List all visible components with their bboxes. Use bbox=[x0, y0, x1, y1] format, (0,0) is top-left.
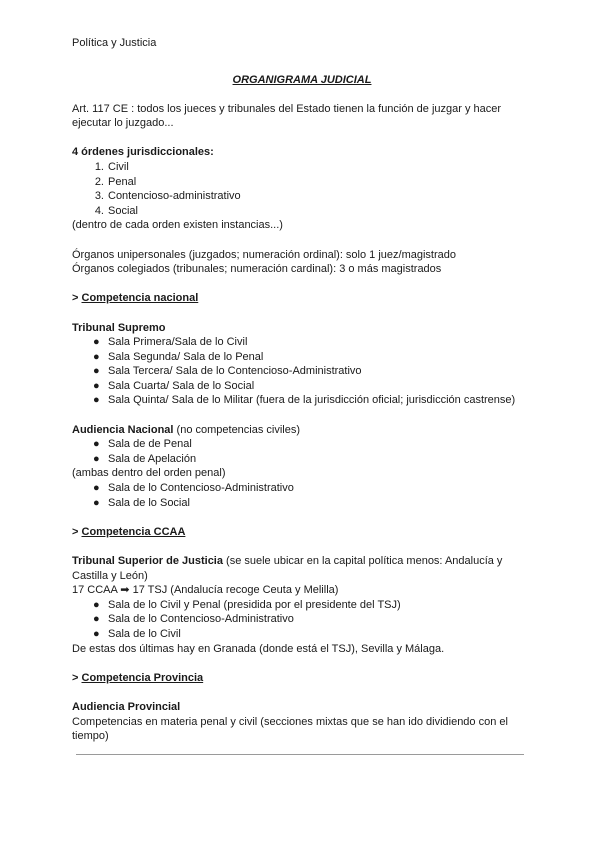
organos-colegiados: Órganos colegiados (tribunales; numeración cardinal): 3 o más magistrados bbox=[72, 263, 442, 276]
section-heading-nacional: > Competencia nacional bbox=[72, 292, 199, 305]
organos-unipersonales: Órganos unipersonales (juzgados; numeración ordinal): solo 1 juez/magistrado bbox=[72, 248, 456, 261]
audiencia-provincial-heading: Audiencia Provincial bbox=[72, 700, 181, 713]
tsj-heading: Tribunal Superior de Justicia (se suele ubicar en la capital política menos: Andalucía y Castilla y León) bbox=[72, 555, 503, 582]
list-item: ● Sala Primera/Sala de lo Civil bbox=[93, 336, 248, 349]
list-item: ● Sala Segunda/ Sala de lo Penal bbox=[93, 350, 264, 363]
tribunal-supremo-salas bbox=[72, 335, 532, 408]
page-header: Política y Justicia bbox=[72, 37, 157, 49]
list-item: ● Sala de de Penal bbox=[93, 438, 192, 451]
ordenes-list bbox=[72, 160, 532, 218]
tribunal-supremo-heading: Tribunal Supremo bbox=[72, 321, 166, 334]
ordenes-heading: 4 órdenes jurisdiccionales: bbox=[72, 146, 214, 159]
horizontal-rule bbox=[76, 754, 524, 755]
audiencia-nacional-salas-penal bbox=[72, 437, 532, 466]
list-item: 2. Penal bbox=[94, 175, 137, 188]
list-item: ● Sala Tercera/ Sala de lo Contencioso-Administrativo bbox=[93, 365, 362, 378]
list-item: 3. Contencioso-administrativo bbox=[94, 190, 241, 203]
list-item: ● Sala de lo Civil bbox=[93, 627, 181, 640]
tsj-footer: De estas dos últimas hay en Granada (donde está el TSJ), Sevilla y Málaga. bbox=[72, 642, 445, 655]
list-item: ● Sala de lo Contencioso-Administrativo bbox=[93, 482, 294, 495]
list-item: ● Sala de lo Civil y Penal (presidida por el presidente del TSJ) bbox=[93, 598, 401, 611]
audiencia-nacional-salas-otras bbox=[72, 481, 532, 510]
document-title: ORGANIGRAMA JUDICIAL bbox=[232, 74, 372, 86]
tsj-salas bbox=[72, 598, 532, 642]
section-heading-provincia: > Competencia Provincia bbox=[72, 671, 204, 684]
list-item: ● Sala de lo Contencioso-Administrativo bbox=[93, 613, 294, 626]
list-item: ● Sala Quinta/ Sala de lo Militar (fuera de la jurisdicción oficial; jurisdicción castrense) bbox=[93, 394, 516, 407]
audiencia-provincial-desc: Competencias en materia penal y civil (secciones mixtas que se han ido dividiendo con el tiempo) bbox=[72, 715, 508, 743]
list-item: 1. Civil bbox=[94, 160, 129, 173]
audiencia-nacional-heading: Audiencia Nacional (no competencias civiles) bbox=[72, 423, 301, 436]
list-item: ● Sala Cuarta/ Sala de lo Social bbox=[93, 379, 255, 392]
audiencia-nacional-note: (ambas dentro del orden penal) bbox=[72, 467, 226, 480]
list-item: ● Sala de Apelación bbox=[93, 452, 197, 465]
section-heading-ccaa: > Competencia CCAA bbox=[72, 525, 186, 538]
intro-paragraph: Art. 117 CE : todos los jueces y tribunales del Estado tienen la función de juzgar y hacer ejecutar lo juzgado... bbox=[72, 102, 502, 130]
list-item: 4. Social bbox=[94, 204, 138, 217]
ordenes-note: (dentro de cada orden existen instancias...) bbox=[72, 219, 283, 232]
tsj-count: 17 CCAA ➡ 17 TSJ (Andalucía recoge Ceuta y Melilla) bbox=[72, 584, 339, 597]
list-item: ● Sala de lo Social bbox=[93, 496, 190, 509]
document-body bbox=[72, 73, 532, 744]
